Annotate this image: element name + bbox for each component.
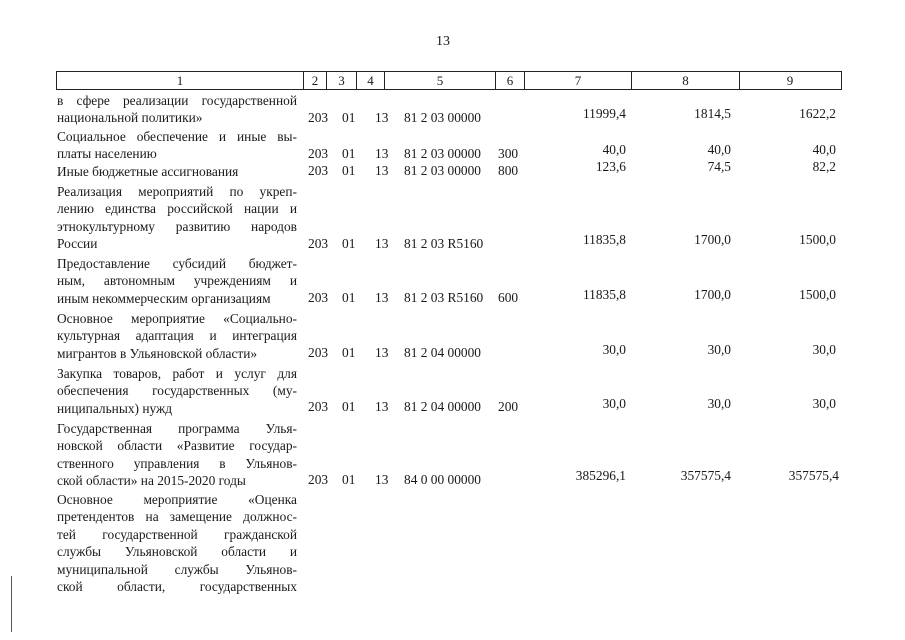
cell-c2: 203 [308,399,329,414]
row-description [57,183,297,253]
cell-c8: 74,5 [707,159,731,174]
cell-c5: 81 2 04 00000 [404,399,481,414]
cell-c3: 01 [342,163,356,178]
cell-c7: 40,0 [602,142,626,157]
description-line: претендентов на замещение должнос- [57,509,297,525]
cell-c7: 30,0 [602,396,626,411]
cell-c7: 385296,1 [575,468,626,483]
cell-c6: 200 [498,399,519,414]
cell-c8: 1814,5 [694,106,731,121]
cell-c9: 30,0 [812,342,836,357]
cell-c5: 81 2 03 R5160 [404,290,484,305]
row-description [57,365,297,417]
scan-margin-line [11,576,12,632]
cell-c4: 13 [375,472,389,487]
cell-c9: 30,0 [812,396,836,411]
cell-c9: 1622,2 [799,106,836,121]
description-line: Реализация мероприятий по укреп- [57,184,297,199]
description-line: Основное мероприятие «Социально- [57,311,297,326]
page-number: 13 [436,34,450,49]
description-line: иным некоммерческим организациям [57,290,271,306]
cell-c3: 01 [342,345,356,360]
header-cell-1: 1 [176,73,184,88]
cell-c8: 357575,4 [680,468,731,483]
cell-c5: 81 2 03 00000 [404,146,481,161]
description-line: культурная адаптация и интеграция [57,328,297,344]
header-cell-8: 8 [682,73,689,88]
cell-c3: 01 [342,236,356,251]
description-line: тей государственной гражданской [57,526,297,542]
cell-c9: 357575,4 [788,468,839,483]
description-line: Основное мероприятие «Оценка [57,492,297,507]
row-description [57,310,297,362]
cell-c8: 30,0 [707,342,731,357]
header-cell-7: 7 [574,73,582,88]
cell-c7: 11999,4 [582,106,626,121]
description-line: России [57,236,98,252]
cell-c9: 1500,0 [799,287,836,302]
cell-c3: 01 [342,290,356,305]
cell-c9: 40,0 [812,142,836,157]
description-line: платы населению [57,146,157,162]
cell-c2: 203 [308,472,329,487]
cell-c9: 1500,0 [799,232,836,247]
cell-c3: 01 [342,399,356,414]
description-line: ской области, государственных [57,579,297,595]
cell-c3: 01 [342,110,356,125]
header-cell-9: 9 [786,73,794,88]
cell-c3: 01 [342,472,356,487]
description-line: Иные бюджетные ассигнования [57,164,239,179]
description-line: службы Ульяновской области и [57,544,297,560]
header-cell-6: 6 [506,73,514,88]
description-line: национальной политики» [57,110,203,126]
row-description [57,163,297,180]
table-header [56,71,842,90]
description-line: обеспечения государственных (му- [57,383,297,399]
cell-c2: 203 [308,290,329,305]
cell-c2: 203 [308,345,329,360]
row-description [57,92,297,127]
description-line: мигрантов в Ульяновской области» [57,345,258,361]
cell-c8: 40,0 [707,142,731,157]
cell-c4: 13 [375,290,389,305]
row-description [57,491,297,595]
cell-c9: 82,2 [812,159,836,174]
cell-c5: 81 2 03 00000 [404,110,481,125]
cell-c4: 13 [375,345,389,360]
cell-c5: 81 2 04 00000 [404,345,481,360]
cell-c6: 800 [498,163,519,178]
cell-c2: 203 [308,163,329,178]
cell-c5: 84 0 00 00000 [404,472,481,487]
cell-c6: 600 [498,290,519,305]
cell-c7: 11835,8 [582,232,626,247]
cell-c8: 30,0 [707,396,731,411]
header-cell-3: 3 [338,73,345,88]
header-cell-4: 4 [367,73,374,88]
cell-c7: 123,6 [595,159,626,174]
row-description [57,255,297,307]
cell-c8: 1700,0 [694,287,731,302]
row-description [57,128,297,163]
description-line: в сфере реализации государственной [57,93,297,108]
description-line: лению единства российской нации и [57,201,297,217]
description-line: ниципальных) нужд [57,400,173,416]
header-cell-5: 5 [436,73,444,88]
cell-c4: 13 [375,236,389,251]
description-line: муниципальной службы Ульянов- [57,561,297,577]
cell-c3: 01 [342,146,356,161]
description-line: Закупка товаров, работ и услуг для [57,366,297,381]
description-line: ской области» на 2015-2020 годы [57,473,246,489]
cell-c4: 13 [375,146,389,161]
cell-c5: 81 2 03 R5160 [404,236,484,251]
description-line: новской области «Развитие государ- [57,438,297,454]
cell-c6: 300 [498,146,519,161]
description-line: Государственная программа Улья- [57,421,297,436]
description-line: этнокультурному развитию народов [57,218,297,234]
cell-c7: 30,0 [602,342,626,357]
cell-c7: 11835,8 [582,287,626,302]
cell-c4: 13 [375,110,389,125]
cell-c2: 203 [308,146,329,161]
description-line: Предоставление субсидий бюджет- [57,256,297,271]
cell-c4: 13 [375,163,389,178]
description-line: ственного управления в Ульянов- [57,455,297,471]
description-line: ным, автономным учреждениям и [57,273,297,289]
description-line: Социальное обеспечение и иные вы- [57,129,297,144]
cell-c4: 13 [375,399,389,414]
row-description [57,420,297,490]
cell-c2: 203 [308,110,329,125]
cell-c2: 203 [308,236,329,251]
cell-c8: 1700,0 [694,232,731,247]
header-cell-2: 2 [311,73,319,88]
cell-c5: 81 2 03 00000 [404,163,481,178]
